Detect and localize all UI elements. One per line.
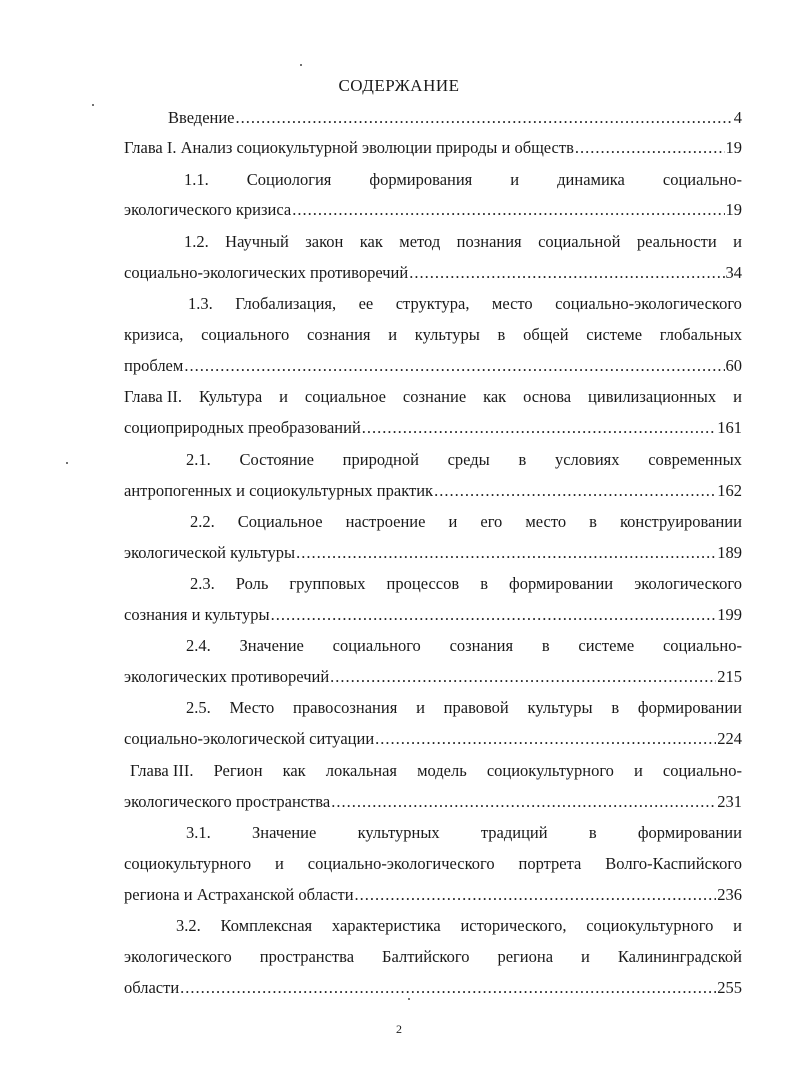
word: реальности xyxy=(636,232,717,251)
toc-entry-1-3-line1[interactable] xyxy=(188,293,742,315)
toc-page-number: 189 xyxy=(717,543,742,562)
word: Роль xyxy=(235,574,269,593)
toc-entry-intro[interactable] xyxy=(168,107,742,129)
word: социокультурного xyxy=(586,916,714,935)
word: традиций xyxy=(480,823,548,842)
scan-speck xyxy=(66,462,68,464)
toc-entry-text: сознания и культуры xyxy=(124,605,270,624)
word: социально- xyxy=(662,170,742,189)
toc-entry-text: социоприродных преобразований xyxy=(124,418,361,437)
toc-page-number: 34 xyxy=(725,263,742,282)
toc-entry-3-2-line1[interactable] xyxy=(176,915,742,937)
toc-entry-3-1-line3[interactable] xyxy=(124,884,742,906)
toc-entry-text: экологического кризиса xyxy=(124,200,292,219)
word: место xyxy=(491,294,533,313)
toc-entry-1-3-line2[interactable] xyxy=(124,324,742,346)
word: конструировании xyxy=(619,512,742,531)
toc-entry-3-2-line2[interactable] xyxy=(124,946,742,968)
word: в xyxy=(541,636,550,655)
toc-entry-2-2-line2[interactable] xyxy=(124,542,742,564)
word: Регион xyxy=(213,761,263,780)
word: в xyxy=(480,574,488,593)
toc-entry-2-5-line2[interactable] xyxy=(124,728,742,750)
word: в xyxy=(518,450,527,469)
word: Значение xyxy=(239,636,304,655)
word: Социальное xyxy=(237,512,323,531)
toc-entry-text: проблем xyxy=(124,356,184,375)
toc-page-number: 215 xyxy=(717,667,742,686)
toc-entry-chapter-2-line2[interactable] xyxy=(124,417,742,439)
word: системе xyxy=(578,636,635,655)
toc-page-number: 161 xyxy=(717,418,742,437)
word: структура, xyxy=(395,294,470,313)
word: ее xyxy=(358,294,374,313)
word: социокультурного xyxy=(486,761,614,780)
word: формировании xyxy=(509,574,614,593)
toc-entry-text: экологического пространства xyxy=(124,792,331,811)
word: и xyxy=(275,854,284,873)
toc-entry-text: экологической культуры xyxy=(124,543,296,562)
word: Культура xyxy=(198,387,263,406)
toc-entry-1-3-line3[interactable] xyxy=(124,355,742,377)
word: региона xyxy=(497,947,554,966)
word: Комплексная xyxy=(220,916,313,935)
dot-leader xyxy=(331,791,716,813)
word: экологического xyxy=(124,947,232,966)
dot-leader xyxy=(296,542,716,564)
word: сознания xyxy=(449,636,514,655)
word: культурных xyxy=(357,823,440,842)
word: 3.2. xyxy=(176,916,201,935)
toc-page-number: 231 xyxy=(717,792,742,811)
word: метод xyxy=(399,232,441,251)
toc-entry-1-1-line1[interactable] xyxy=(184,169,742,191)
toc-entry-chapter-3-line2[interactable] xyxy=(124,791,742,813)
word: 2.1. xyxy=(186,450,211,469)
word: 1.3. xyxy=(188,294,213,313)
word: Социология xyxy=(246,170,332,189)
toc-entry-2-1-line1[interactable] xyxy=(186,449,742,471)
word: социокультурного xyxy=(124,854,252,873)
word: локальная xyxy=(325,761,397,780)
word: социальной xyxy=(538,232,621,251)
word: групповых xyxy=(289,574,366,593)
toc-entry-text: антропогенных и социокультурных практик xyxy=(124,481,434,500)
word: современных xyxy=(648,450,742,469)
word: Состояние xyxy=(239,450,314,469)
word: 2.3. xyxy=(190,574,215,593)
toc-page-number: 255 xyxy=(717,978,742,997)
word: и xyxy=(733,916,742,935)
toc-page-number: 224 xyxy=(717,729,742,748)
toc-page-number: 236 xyxy=(717,885,742,904)
word: как xyxy=(282,761,306,780)
word: системе xyxy=(586,325,643,344)
word: социально- xyxy=(662,761,742,780)
word: как xyxy=(359,232,383,251)
toc-page-number: 19 xyxy=(725,138,742,157)
word: и xyxy=(634,761,643,780)
scan-speck xyxy=(300,64,302,66)
toc-entry-2-3-line1[interactable] xyxy=(190,573,742,595)
word: социального xyxy=(201,325,290,344)
word: правовой xyxy=(443,698,509,717)
toc-entry-1-1-line2[interactable] xyxy=(124,199,742,221)
word: Место xyxy=(229,698,275,717)
word: исторического, xyxy=(460,916,567,935)
word: 2.2. xyxy=(190,512,215,531)
toc-entry-chapter-2-line1[interactable] xyxy=(124,386,742,408)
word: культуры xyxy=(527,698,593,717)
word: основа xyxy=(523,387,572,406)
word: условиях xyxy=(554,450,620,469)
word: 3.1. xyxy=(186,823,211,842)
word: Калининградской xyxy=(617,947,742,966)
toc-entry-3-1-line1[interactable] xyxy=(186,822,742,844)
word: 2.5. xyxy=(186,698,211,717)
word: модель xyxy=(417,761,467,780)
word: культуры xyxy=(414,325,480,344)
word: в xyxy=(588,823,597,842)
word: глобальных xyxy=(659,325,742,344)
word: место xyxy=(525,512,567,531)
toc-entry-2-1-line2[interactable] xyxy=(124,480,742,502)
word: 2.4. xyxy=(186,636,211,655)
toc-entry-2-4-line2[interactable] xyxy=(124,666,742,688)
word: и xyxy=(510,170,520,189)
word: правосознания xyxy=(293,698,398,717)
word: в xyxy=(589,512,597,531)
toc-entry-text: Введение xyxy=(168,108,235,127)
toc-entry-1-2-line2[interactable] xyxy=(124,262,742,284)
toc-page-number: 19 xyxy=(725,200,742,219)
word: социальное xyxy=(304,387,386,406)
dot-leader xyxy=(184,355,724,377)
word: его xyxy=(480,512,503,531)
dot-leader xyxy=(409,262,724,284)
word: пространства xyxy=(259,947,355,966)
dot-leader xyxy=(292,199,724,221)
toc-entry-text: Глава I. Анализ социокультурной эволюции природы и обществ xyxy=(124,138,574,157)
word: 1.2. xyxy=(184,232,209,251)
word: Глобализация, xyxy=(235,294,337,313)
dot-leader xyxy=(575,137,725,159)
dot-leader xyxy=(236,107,733,129)
word: сознания xyxy=(307,325,371,344)
word: общей xyxy=(523,325,569,344)
toc-entry-text: области xyxy=(124,978,180,997)
toc-entry-2-3-line2[interactable] xyxy=(124,604,742,626)
toc-page-number: 60 xyxy=(725,356,742,375)
word: характеристика xyxy=(331,916,441,935)
word: социально-экологического xyxy=(307,854,495,873)
word: среды xyxy=(447,450,490,469)
word: формировании xyxy=(637,823,742,842)
dot-leader xyxy=(180,977,716,999)
word: Значение xyxy=(251,823,317,842)
toc-entry-3-2-line3[interactable] xyxy=(124,977,742,999)
toc-entry-chapter-1[interactable] xyxy=(124,137,742,159)
toc-entry-text: социально-экологических противоречий xyxy=(124,263,409,282)
word: социального xyxy=(332,636,421,655)
word: в xyxy=(497,325,506,344)
toc-entry-text: социально-экологической ситуации xyxy=(124,729,375,748)
word: познания xyxy=(456,232,522,251)
word: закон xyxy=(305,232,344,251)
word: социально- xyxy=(662,636,742,655)
word: Волго-Каспийского xyxy=(605,854,742,873)
toc-entry-1-2-line1[interactable] xyxy=(184,231,742,253)
toc-entry-2-5-line1[interactable] xyxy=(186,697,742,719)
word: и xyxy=(279,387,288,406)
toc-entry-chapter-3-line1[interactable] xyxy=(130,760,742,782)
word: социально-экологического xyxy=(555,294,742,313)
word: формировании xyxy=(637,698,742,717)
dot-leader xyxy=(375,728,716,750)
toc-page-number: 162 xyxy=(717,481,742,500)
word: сознание xyxy=(402,387,467,406)
page-title: СОДЕРЖАНИЕ xyxy=(338,76,460,95)
word: и xyxy=(733,387,742,406)
word: формирования xyxy=(369,170,473,189)
word: и xyxy=(733,232,742,251)
page-number: 2 xyxy=(396,1022,402,1036)
word: Балтийского xyxy=(382,947,470,966)
scan-speck xyxy=(92,104,94,106)
word: кризиса, xyxy=(124,325,184,344)
toc-page-number: 199 xyxy=(717,605,742,624)
toc-entry-2-2-line1[interactable] xyxy=(190,511,742,533)
word: и xyxy=(448,512,458,531)
dot-leader xyxy=(434,480,716,502)
word: настроение xyxy=(345,512,426,531)
toc-entry-text: экологических противоречий xyxy=(124,667,330,686)
toc-page-number: 4 xyxy=(733,108,742,127)
dot-leader xyxy=(330,666,716,688)
toc-entry-2-4-line1[interactable] xyxy=(186,635,742,657)
dot-leader xyxy=(362,417,716,439)
word: природной xyxy=(342,450,419,469)
toc-entry-3-1-line2[interactable] xyxy=(124,853,742,875)
word: и xyxy=(416,698,425,717)
toc-entry-text: региона и Астраханской области xyxy=(124,885,354,904)
word: 1.1. xyxy=(184,170,209,189)
word: процессов xyxy=(386,574,460,593)
word: динамика xyxy=(557,170,625,189)
word: и xyxy=(388,325,398,344)
word: и xyxy=(581,947,590,966)
word: портрета xyxy=(518,854,582,873)
word: Глава III. xyxy=(130,761,194,780)
word: Научный xyxy=(225,232,289,251)
dot-leader xyxy=(271,604,717,626)
dot-leader xyxy=(355,884,717,906)
word: цивилизационных xyxy=(588,387,717,406)
word: Глава II. xyxy=(124,387,182,406)
word: как xyxy=(483,387,507,406)
word: в xyxy=(611,698,620,717)
word: экологического xyxy=(634,574,742,593)
